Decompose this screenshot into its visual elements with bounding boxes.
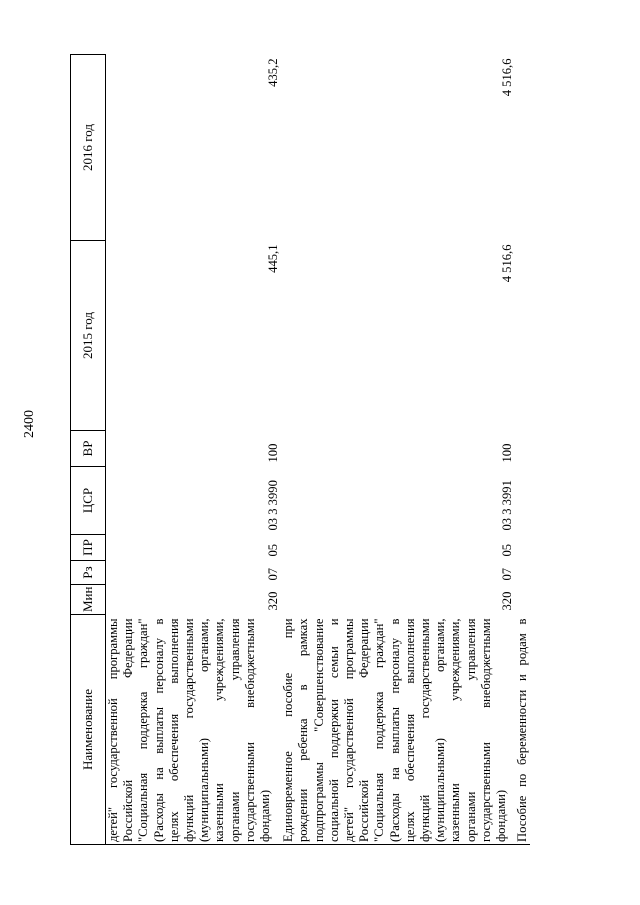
row-name bbox=[281, 615, 515, 845]
name-line: фондами) bbox=[258, 789, 273, 842]
cell-vr: 100 bbox=[500, 443, 515, 463]
cell-rz: 07 bbox=[500, 567, 515, 581]
header-vr: ВР bbox=[71, 431, 106, 467]
header-name: Наименование bbox=[71, 615, 106, 845]
name-line: казенными учреждениями, bbox=[448, 618, 463, 842]
row-name bbox=[515, 615, 530, 845]
cell-rz: 07 bbox=[266, 567, 281, 581]
cell-pr: 05 bbox=[266, 543, 281, 557]
cell-min: 320 bbox=[500, 591, 515, 611]
name-line: (муниципальными) органами, bbox=[433, 618, 448, 842]
cell-csr: 03 3 3991 bbox=[500, 480, 515, 531]
name-line: Пособие по беременности и родам в bbox=[515, 618, 530, 842]
name-line: органами управления bbox=[227, 618, 242, 842]
name-line: Единовременное пособие при bbox=[281, 618, 296, 842]
name-line: (Расходы на выплаты персоналу в bbox=[387, 618, 402, 842]
cell-2016: 435,2 bbox=[266, 58, 281, 87]
cell-2016: 4 516,6 bbox=[500, 58, 515, 97]
name-line: функций государственными bbox=[182, 618, 197, 842]
name-line: рождении ребенка в рамках bbox=[296, 618, 311, 842]
cell-2015: 4 516,6 bbox=[500, 244, 515, 283]
name-line: (муниципальными) органами, bbox=[197, 618, 212, 842]
name-line: Российской Федерации bbox=[121, 618, 136, 842]
page-number: 2400 bbox=[22, 410, 37, 438]
header-pr: ПР bbox=[71, 535, 106, 561]
name-line: (Расходы на выплаты персоналу в bbox=[151, 618, 166, 842]
cell-csr: 03 3 3990 bbox=[266, 480, 281, 531]
name-line: казенными учреждениями, bbox=[212, 618, 227, 842]
name-line: государственными внебюджетными bbox=[242, 618, 257, 842]
header-min: Мин bbox=[71, 585, 106, 615]
name-line: целях обеспечения выполнения bbox=[402, 618, 417, 842]
cell-vr: 100 bbox=[266, 443, 281, 463]
table-row bbox=[515, 55, 530, 845]
cell-min: 320 bbox=[266, 591, 281, 611]
header-csr: ЦСР bbox=[71, 467, 106, 535]
name-line: фондами) bbox=[494, 789, 509, 842]
table-row bbox=[281, 55, 515, 845]
header-rz: Рз bbox=[71, 561, 106, 585]
row-name bbox=[106, 615, 282, 845]
name-line: функций государственными bbox=[418, 618, 433, 842]
name-line: социальной поддержки семьи и bbox=[326, 618, 341, 842]
name-line: государственными внебюджетными bbox=[478, 618, 493, 842]
name-line: детей" государственной программы bbox=[342, 618, 357, 842]
header-2016: 2016 год bbox=[71, 55, 106, 241]
name-line: целях обеспечения выполнения bbox=[166, 618, 181, 842]
name-line: подпрограммы "Совершенствование bbox=[311, 618, 326, 842]
cell-pr: 05 bbox=[500, 543, 515, 557]
name-line: органами управления bbox=[463, 618, 478, 842]
cell-2015: 445,1 bbox=[266, 244, 281, 273]
name-line: Российской Федерации bbox=[357, 618, 372, 842]
name-line: "Социальная поддержка граждан" bbox=[136, 618, 151, 842]
name-line: "Социальная поддержка граждан" bbox=[372, 618, 387, 842]
budget-table bbox=[70, 54, 530, 845]
name-line: детей" государственной программы bbox=[106, 618, 120, 842]
table-row bbox=[106, 55, 282, 845]
table-header-row bbox=[71, 55, 106, 845]
header-2015: 2015 год bbox=[71, 241, 106, 431]
budget-table-rotated bbox=[70, 55, 604, 845]
